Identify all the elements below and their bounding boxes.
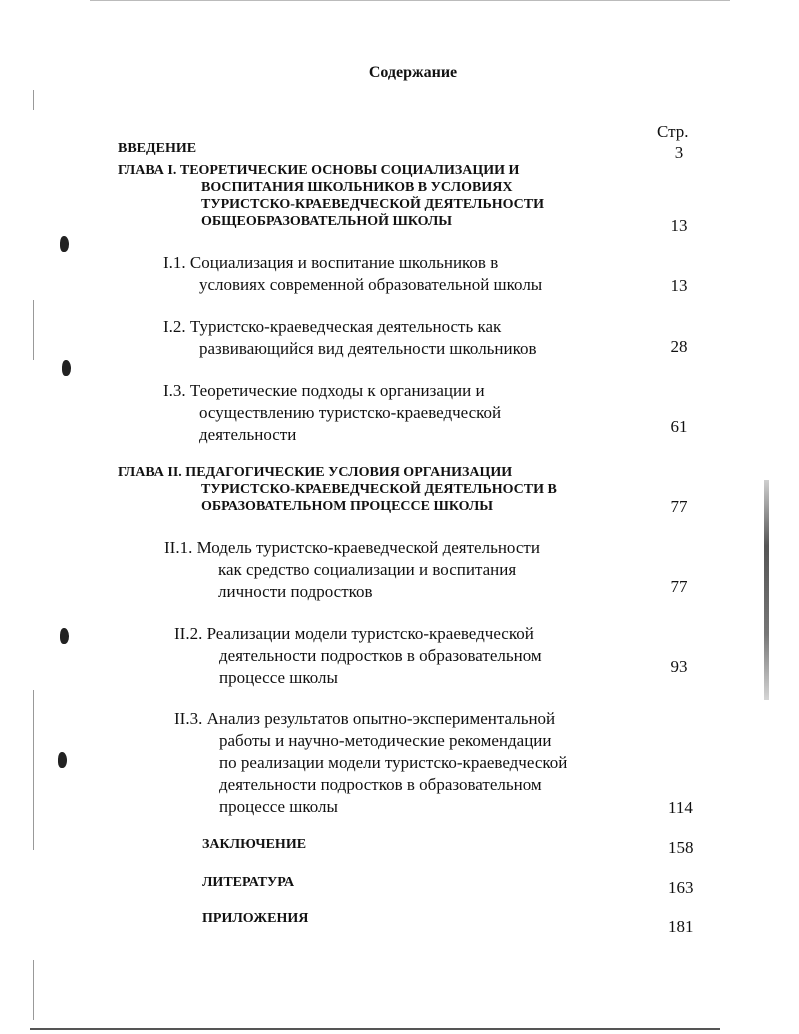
toc-entry-appendices xyxy=(202,910,308,927)
toc-entry-text: I.3. Теоретические подходы к организации и осуществлению туристско-краеведческой деятельности xyxy=(163,381,502,444)
toc-entry-text: ГЛАВА II. ПЕДАГОГИЧЕСКИЕ УСЛОВИЯ ОРГАНИЗАЦИИ ТУРИСТСКО-КРАЕВЕДЧЕСКОЙ ДЕЯТЕЛЬНОСТИ В ОБРАЗОВАТЕЛЬНОМ ПРОЦЕССЕ ШКОЛЫ xyxy=(118,465,557,514)
toc-entry-introduction xyxy=(118,140,196,157)
toc-entry-text: ВВЕДЕНИЕ xyxy=(118,141,197,156)
toc-page-number: 158 xyxy=(668,838,694,857)
toc-page-number: 13 xyxy=(670,216,688,235)
punch-hole-mark xyxy=(58,752,67,768)
toc-entry-references xyxy=(202,874,294,891)
toc-page-number: 3 xyxy=(674,143,684,162)
toc-entry-text: ПРИЛОЖЕНИЯ xyxy=(202,911,309,926)
page-title: Содержание xyxy=(368,64,458,81)
scan-edge-left xyxy=(33,90,34,110)
toc-entry-text: II.3. Анализ результатов опытно-экспериментальной работы и научно-методические рекомендации по реализации модели туристско-краеведческой деятельности подростков в образовательном процессе школы xyxy=(174,709,568,816)
toc-page-number: 61 xyxy=(670,417,688,436)
toc-entry-section-1-3 xyxy=(163,380,501,446)
scan-edge-bottom xyxy=(30,1028,720,1030)
toc-page-number: 114 xyxy=(668,798,693,817)
toc-page-number: 163 xyxy=(668,878,694,897)
toc-entry-chapter-2 xyxy=(118,464,557,515)
toc-entry-text: ГЛАВА I. ТЕОРЕТИЧЕСКИЕ ОСНОВЫ СОЦИАЛИЗАЦИИ И ВОСПИТАНИЯ ШКОЛЬНИКОВ В УСЛОВИЯХ ТУРИСТСКО-КРАЕВЕДЧЕСКОЙ ДЕЯТЕЛЬНОСТИ ОБЩЕОБРАЗОВАТЕЛЬНОЙ ШКОЛЫ xyxy=(118,163,544,229)
toc-page-number: 13 xyxy=(670,276,688,295)
punch-hole-mark xyxy=(60,236,69,252)
scan-edge-left xyxy=(33,690,34,850)
toc-entry-text: ЛИТЕРАТУРА xyxy=(202,875,295,890)
toc-page-number: 28 xyxy=(670,337,688,356)
toc-page-number: 181 xyxy=(668,917,694,936)
toc-entry-text: I.1. Социализация и воспитание школьников в условиях современной образовательной школы xyxy=(163,253,543,294)
page-column-header: Стр. xyxy=(657,122,689,141)
toc-entry-section-1-1 xyxy=(163,252,542,296)
scan-edge-left xyxy=(33,300,34,360)
toc-entry-chapter-1 xyxy=(118,162,544,230)
toc-entry-section-2-1 xyxy=(164,537,540,603)
toc-page-number: 77 xyxy=(670,577,688,596)
scan-edge-right xyxy=(764,480,769,700)
punch-hole-mark xyxy=(60,628,69,644)
toc-entry-text: I.2. Туристско-краеведческая деятельность как развивающийся вид деятельности школьников xyxy=(163,317,537,358)
toc-entry-conclusion xyxy=(202,836,306,853)
toc-page-number: 93 xyxy=(670,657,688,676)
toc-entry-text: II.2. Реализации модели туристско-краеведческой деятельности подростков в образовательном процессе школы xyxy=(174,624,542,687)
toc-entry-text: II.1. Модель туристско-краеведческой деятельности как средство социализации и воспитания личности подростков xyxy=(164,538,540,601)
scan-edge-top xyxy=(90,0,730,1)
toc-entry-text: ЗАКЛЮЧЕНИЕ xyxy=(202,837,307,852)
toc-entry-section-1-2 xyxy=(163,316,537,360)
toc-page-number: 77 xyxy=(670,497,688,516)
scan-edge-left xyxy=(33,960,34,1020)
punch-hole-mark xyxy=(62,360,71,376)
toc-entry-section-2-2 xyxy=(174,623,542,689)
toc-entry-section-2-3 xyxy=(174,708,567,818)
